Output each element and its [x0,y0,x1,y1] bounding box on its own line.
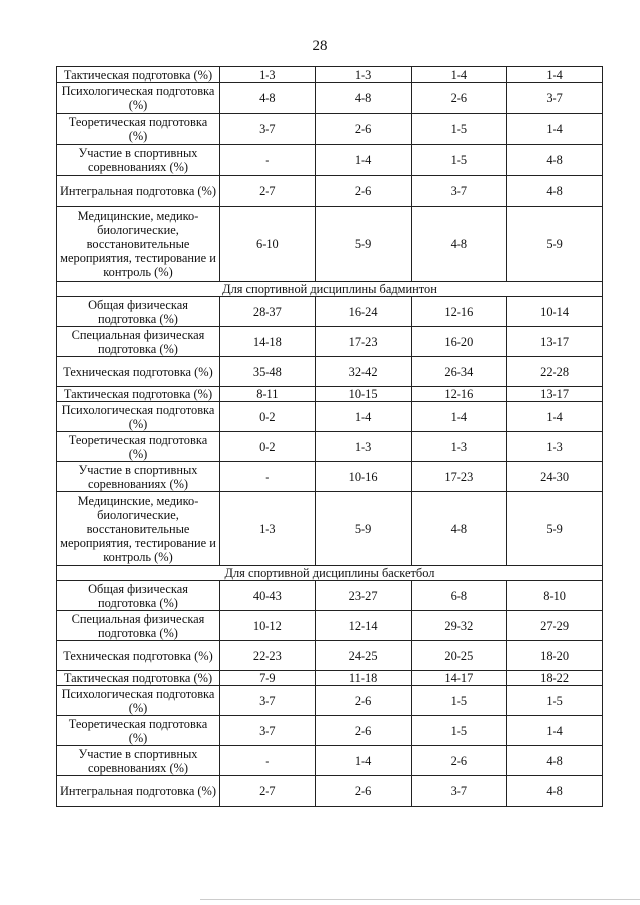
value-cell-stage-3: 12-16 [411,297,507,327]
value-cell-stage-3: 20-25 [411,641,507,671]
value-cell-stage-4: 24-30 [507,462,603,492]
row-label: Участие в спортивных соревнованиях (%) [57,462,220,492]
value-cell-stage-3: 29-32 [411,611,507,641]
value-cell-stage-2: 12-14 [315,611,411,641]
table-row [57,776,603,807]
table-row [57,357,603,387]
value-cell-stage-4: 1-4 [507,716,603,746]
section-header-row [57,282,603,297]
value-cell-stage-4: 13-17 [507,327,603,357]
value-cell-stage-4: 13-17 [507,387,603,402]
value-cell-stage-4: 27-29 [507,611,603,641]
row-label: Теоретическая подготовка (%) [57,716,220,746]
value-cell-stage-3: 1-5 [411,686,507,716]
row-label: Специальная физическая подготовка (%) [57,327,220,357]
value-cell-stage-2: 24-25 [315,641,411,671]
table-row [57,671,603,686]
value-cell-stage-4: 22-28 [507,357,603,387]
value-cell-stage-1: 22-23 [220,641,316,671]
value-cell-stage-2: 2-6 [315,716,411,746]
value-cell-stage-4: 4-8 [507,145,603,176]
table-row [57,83,603,114]
value-cell-stage-4: 18-20 [507,641,603,671]
value-cell-stage-2: 1-3 [315,67,411,83]
value-cell-stage-2: 11-18 [315,671,411,686]
row-label: Общая физическая подготовка (%) [57,297,220,327]
value-cell-stage-1: 3-7 [220,114,316,145]
table-row [57,641,603,671]
value-cell-stage-1: 3-7 [220,716,316,746]
value-cell-stage-1: 28-37 [220,297,316,327]
row-label: Техническая подготовка (%) [57,641,220,671]
value-cell-stage-2: 17-23 [315,327,411,357]
row-label: Тактическая подготовка (%) [57,387,220,402]
value-cell-stage-1: - [220,462,316,492]
table-row [57,581,603,611]
page-edge-line [200,899,640,900]
value-cell-stage-2: 10-15 [315,387,411,402]
row-label: Теоретическая подготовка (%) [57,432,220,462]
value-cell-stage-2: 2-6 [315,776,411,807]
value-cell-stage-2: 2-6 [315,114,411,145]
table-row [57,327,603,357]
value-cell-stage-1: 1-3 [220,492,316,566]
table-row [57,297,603,327]
value-cell-stage-1: 0-2 [220,432,316,462]
value-cell-stage-3: 4-8 [411,207,507,282]
row-label: Медицинские, медико-биологические, восстановительные мероприятия, тестирование и контроль (%) [57,207,220,282]
value-cell-stage-4: 1-4 [507,114,603,145]
value-cell-stage-1: 0-2 [220,402,316,432]
value-cell-stage-4: 4-8 [507,746,603,776]
value-cell-stage-3: 1-5 [411,145,507,176]
value-cell-stage-3: 26-34 [411,357,507,387]
value-cell-stage-3: 1-3 [411,432,507,462]
value-cell-stage-1: 10-12 [220,611,316,641]
value-cell-stage-4: 1-3 [507,432,603,462]
value-cell-stage-3: 14-17 [411,671,507,686]
value-cell-stage-3: 1-5 [411,716,507,746]
value-cell-stage-1: 4-8 [220,83,316,114]
value-cell-stage-4: 1-4 [507,67,603,83]
row-label: Медицинские, медико-биологические, восстановительные мероприятия, тестирование и контроль (%) [57,492,220,566]
value-cell-stage-1: 1-3 [220,67,316,83]
value-cell-stage-2: 1-4 [315,746,411,776]
value-cell-stage-4: 1-4 [507,402,603,432]
value-cell-stage-2: 4-8 [315,83,411,114]
section-title: Для спортивной дисциплины бадминтон [57,282,603,297]
value-cell-stage-1: 2-7 [220,776,316,807]
value-cell-stage-2: 23-27 [315,581,411,611]
table-row [57,145,603,176]
table-row [57,462,603,492]
value-cell-stage-2: 2-6 [315,176,411,207]
value-cell-stage-2: 1-3 [315,432,411,462]
value-cell-stage-2: 1-4 [315,145,411,176]
row-label: Психологическая подготовка (%) [57,402,220,432]
value-cell-stage-1: 8-11 [220,387,316,402]
value-cell-stage-3: 2-6 [411,83,507,114]
value-cell-stage-1: 40-43 [220,581,316,611]
value-cell-stage-1: 6-10 [220,207,316,282]
table-body [57,67,603,807]
row-label: Интегральная подготовка (%) [57,176,220,207]
row-label: Участие в спортивных соревнованиях (%) [57,145,220,176]
table-row [57,176,603,207]
value-cell-stage-3: 3-7 [411,776,507,807]
value-cell-stage-1: - [220,746,316,776]
row-label: Тактическая подготовка (%) [57,67,220,83]
value-cell-stage-4: 10-14 [507,297,603,327]
row-label: Техническая подготовка (%) [57,357,220,387]
value-cell-stage-3: 12-16 [411,387,507,402]
row-label: Участие в спортивных соревнованиях (%) [57,746,220,776]
value-cell-stage-3: 1-4 [411,67,507,83]
table-row [57,387,603,402]
value-cell-stage-4: 18-22 [507,671,603,686]
value-cell-stage-3: 16-20 [411,327,507,357]
training-norms-table [56,66,603,807]
value-cell-stage-2: 16-24 [315,297,411,327]
table-row [57,746,603,776]
value-cell-stage-3: 4-8 [411,492,507,566]
row-label: Специальная физическая подготовка (%) [57,611,220,641]
table-row [57,207,603,282]
value-cell-stage-4: 5-9 [507,207,603,282]
value-cell-stage-2: 1-4 [315,402,411,432]
row-label: Тактическая подготовка (%) [57,671,220,686]
value-cell-stage-1: 2-7 [220,176,316,207]
value-cell-stage-4: 5-9 [507,492,603,566]
value-cell-stage-1: 35-48 [220,357,316,387]
value-cell-stage-3: 1-5 [411,114,507,145]
table-row [57,686,603,716]
value-cell-stage-4: 4-8 [507,176,603,207]
table-row [57,611,603,641]
value-cell-stage-1: 7-9 [220,671,316,686]
value-cell-stage-4: 1-5 [507,686,603,716]
value-cell-stage-4: 3-7 [507,83,603,114]
value-cell-stage-3: 1-4 [411,402,507,432]
value-cell-stage-4: 4-8 [507,776,603,807]
table-row [57,67,603,83]
table-row [57,114,603,145]
value-cell-stage-3: 6-8 [411,581,507,611]
value-cell-stage-3: 3-7 [411,176,507,207]
value-cell-stage-1: - [220,145,316,176]
row-label: Теоретическая подготовка (%) [57,114,220,145]
section-title: Для спортивной дисциплины баскетбол [57,566,603,581]
value-cell-stage-2: 5-9 [315,207,411,282]
row-label: Интегральная подготовка (%) [57,776,220,807]
table-row [57,716,603,746]
value-cell-stage-2: 2-6 [315,686,411,716]
page-number: 28 [312,38,328,54]
table-row [57,492,603,566]
value-cell-stage-4: 8-10 [507,581,603,611]
value-cell-stage-3: 17-23 [411,462,507,492]
value-cell-stage-2: 5-9 [315,492,411,566]
value-cell-stage-1: 14-18 [220,327,316,357]
value-cell-stage-2: 32-42 [315,357,411,387]
row-label: Общая физическая подготовка (%) [57,581,220,611]
value-cell-stage-1: 3-7 [220,686,316,716]
row-label: Психологическая подготовка (%) [57,83,220,114]
table-row [57,402,603,432]
value-cell-stage-2: 10-16 [315,462,411,492]
section-header-row [57,566,603,581]
row-label: Психологическая подготовка (%) [57,686,220,716]
value-cell-stage-3: 2-6 [411,746,507,776]
table-row [57,432,603,462]
